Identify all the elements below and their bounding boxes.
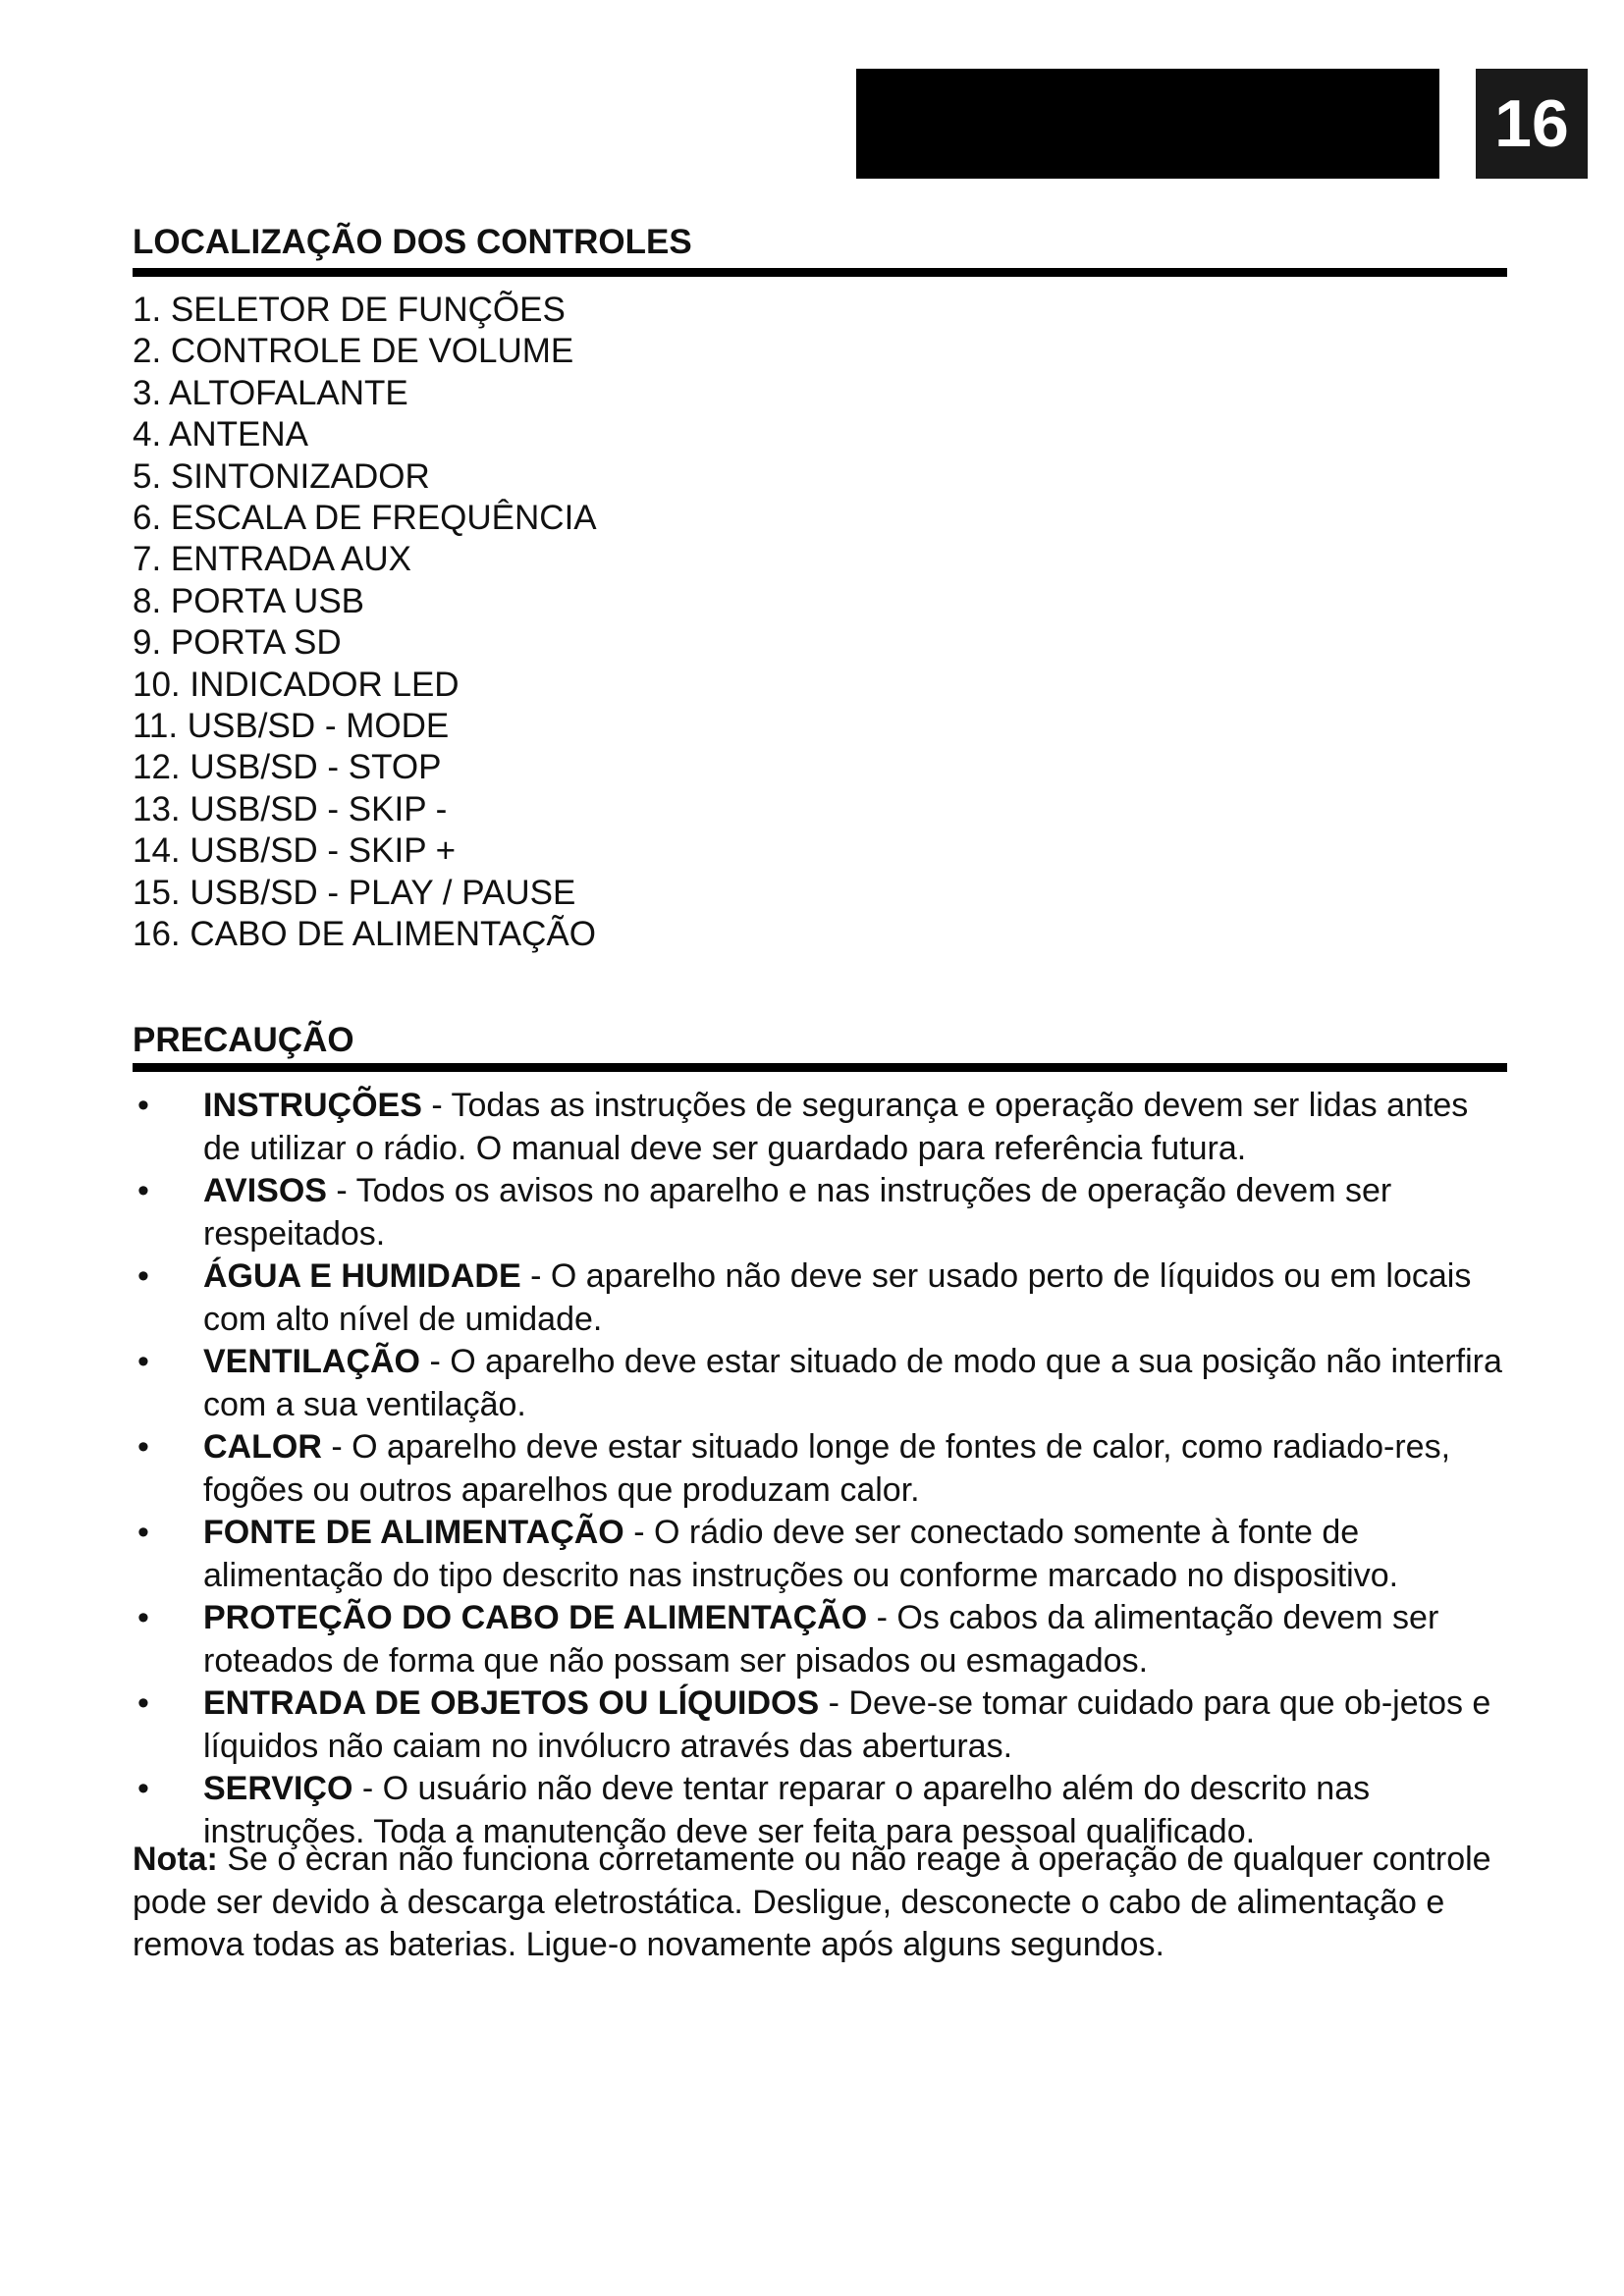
precaution-term: PROTEÇÃO DO CABO DE ALIMENTAÇÃO [203, 1599, 868, 1636]
precautions-section-title: PRECAUÇÃO [133, 1021, 354, 1059]
precaution-item [133, 1085, 1507, 1170]
note-text: Se o ècran não funciona corretamente ou não reage à operação de qualquer controle pode ser devido à descarga eletrostática. Desligue, desconecte o cabo de alimentação e remova todas as baterias. Ligue-o novamente após alguns segundos. [133, 1841, 1491, 1963]
control-item: 5. SINTONIZADOR [133, 456, 430, 496]
controls-list [133, 290, 1409, 956]
precaution-term: VENTILAÇÃO [203, 1343, 420, 1380]
page-number: 16 [1476, 69, 1588, 179]
precaution-text: - O aparelho não deve ser usado perto de líquidos ou em locais com alto nível de umidade. [203, 1257, 1472, 1338]
precaution-item [133, 1682, 1507, 1768]
precaution-text: - Todas as instruções de segurança e operação devem ser lidas antes de utilizar o rádio. O manual deve ser guardado para referência futura. [203, 1087, 1469, 1167]
control-item: 16. CABO DE ALIMENTAÇÃO [133, 915, 596, 954]
control-item: 12. USB/SD - STOP [133, 748, 442, 787]
precaution-item [133, 1597, 1507, 1682]
control-item: 6. ESCALA DE FREQUÊNCIA [133, 499, 597, 538]
control-item: 1. SELETOR DE FUNÇÕES [133, 291, 566, 329]
control-item: 15. USB/SD - PLAY / PAUSE [133, 873, 576, 912]
control-item: 3. ALTOFALANTE [133, 373, 408, 412]
control-item: 8. PORTA USB [133, 581, 365, 620]
precaution-item [133, 1512, 1507, 1597]
precaution-item [133, 1341, 1507, 1426]
control-item: 7. ENTRADA AUX [133, 540, 411, 579]
precautions-section-rule [133, 1063, 1507, 1072]
precaution-term: INSTRUÇÕES [203, 1087, 422, 1124]
control-item: 2. CONTROLE DE VOLUME [133, 332, 574, 371]
precaution-text: - O aparelho deve estar situado de modo que a sua posição não interfira com a sua ventilação. [203, 1343, 1502, 1423]
precaution-term: FONTE DE ALIMENTAÇÃO [203, 1514, 624, 1551]
control-item: 14. USB/SD - SKIP + [133, 831, 457, 871]
precaution-item [133, 1426, 1507, 1512]
control-item: 11. USB/SD - MODE [133, 707, 450, 746]
precaution-term: AVISOS [203, 1172, 327, 1209]
precaution-term: ÁGUA E HUMIDADE [203, 1257, 521, 1295]
note-label: Nota: [133, 1841, 218, 1878]
precaution-text: - O usuário não deve tentar reparar o aparelho além do descrito nas instruções. Toda a manutenção deve ser feita para pessoal qualificado. [203, 1770, 1371, 1850]
note [133, 1839, 1507, 1967]
control-item: 10. INDICADOR LED [133, 665, 460, 704]
precaution-text: - Deve-se tomar cuidado para que ob-jetos e líquidos não caiam no invólucro através das aberturas. [203, 1684, 1491, 1765]
precaution-text: - O aparelho deve estar situado longe de fontes de calor, como radiado-res, fogões ou outros aparelhos que produzam calor. [203, 1428, 1451, 1509]
precaution-term: ENTRADA DE OBJETOS OU LÍQUIDOS [203, 1684, 820, 1722]
precaution-item [133, 1170, 1507, 1255]
controls-section-rule [133, 268, 1507, 277]
control-item: 13. USB/SD - SKIP - [133, 789, 448, 828]
precaution-term: CALOR [203, 1428, 322, 1466]
control-item: 4. ANTENA [133, 415, 308, 454]
precautions-list [133, 1085, 1507, 1853]
precaution-text: - Os cabos da alimentação devem ser roteados de forma que não possam ser pisados ou esmagados. [203, 1599, 1439, 1680]
control-item: 9. PORTA SD [133, 623, 342, 663]
controls-section-title: LOCALIZAÇÃO DOS CONTROLES [133, 223, 692, 261]
precaution-text: - Todos os avisos no aparelho e nas instruções de operação devem ser respeitados. [203, 1172, 1392, 1253]
precaution-text: - O rádio deve ser conectado somente à fonte de alimentação do tipo descrito nas instruções ou conforme marcado no dispositivo. [203, 1514, 1399, 1594]
header-bar [856, 69, 1439, 179]
precaution-term: SERVIÇO [203, 1770, 353, 1807]
precaution-item [133, 1255, 1507, 1341]
